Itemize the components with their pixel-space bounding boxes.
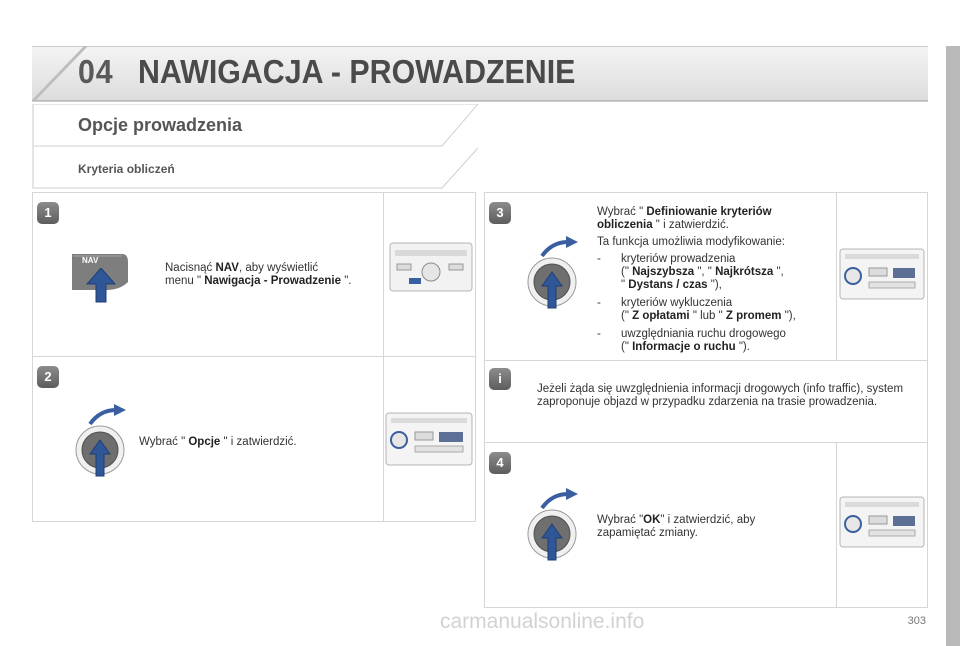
- knob-rotate-push-icon: [70, 404, 132, 480]
- divider: [836, 192, 837, 360]
- radio-unit-icon: [839, 248, 925, 300]
- step-3-text: Wybrać " Definiowanie kryteriów obliczenia " i zatwierdzić. Ta funkcja umożliwia modyfikowanie: - kryteriów prowadzenia (" Najszybsza ", " Najkrótsza ", " Dystans / czas "), - kryteriów wykluczenia (" Z opłatami " lub " Z promem "), - uwzględniania ruchu drogowego (" Informacje o ruchu ").: [597, 206, 831, 359]
- step-2-text: Wybrać " Opcje " i zatwierdzić.: [139, 436, 297, 448]
- knob-rotate-push-icon: [522, 488, 584, 564]
- divider: [383, 192, 384, 522]
- list-item: - kryteriów prowadzenia (" Najszybsza ", " Najkrótsza ", " Dystans / czas "),: [597, 253, 831, 292]
- subsection-title: Kryteria obliczeń: [78, 162, 175, 176]
- nav-button-label: NAV: [82, 256, 99, 265]
- step-badge-3: 3: [489, 202, 511, 224]
- arrow-up-icon: [86, 268, 116, 304]
- side-tab-bar: [946, 46, 960, 646]
- step-1-text: Nacisnąć NAV, aby wyświetlić menu " Nawigacja - Prowadzenie ".: [165, 262, 352, 287]
- divider: [32, 356, 476, 357]
- divider: [836, 442, 837, 608]
- divider: [484, 442, 928, 443]
- step-4-text: Wybrać "OK" i zatwierdzić, aby zapamiętać zmiany.: [597, 514, 756, 539]
- step-badge-2: 2: [37, 366, 59, 388]
- info-text: Jeżeli żąda się uwzględnienia informacji drogowych (info traffic), system zaproponuje objazd w przypadku zdarzenia na trasie prowadzenia.: [537, 383, 904, 408]
- list-item: - uwzględniania ruchu drogowego (" Informacje o ruchu ").: [597, 328, 831, 354]
- radio-unit-icon: [389, 242, 473, 292]
- section-title: Opcje prowadzenia: [78, 115, 243, 135]
- divider: [484, 360, 928, 361]
- info-badge: i: [489, 368, 511, 390]
- list-item: - kryteriów wykluczenia (" Z opłatami " lub " Z promem "),: [597, 297, 831, 323]
- knob-rotate-push-icon: [522, 236, 584, 312]
- page-title: NAWIGACJA - PROWADZENIE: [138, 53, 576, 90]
- radio-unit-icon: [839, 496, 925, 548]
- step-badge-4: 4: [489, 452, 511, 474]
- chapter-number: 04: [78, 53, 114, 90]
- step-badge-1: 1: [37, 202, 59, 224]
- page-number: 303: [907, 615, 926, 627]
- radio-unit-icon: [385, 412, 473, 466]
- criteria-list: [597, 253, 831, 354]
- watermark: carmanualsonline.info: [440, 610, 645, 633]
